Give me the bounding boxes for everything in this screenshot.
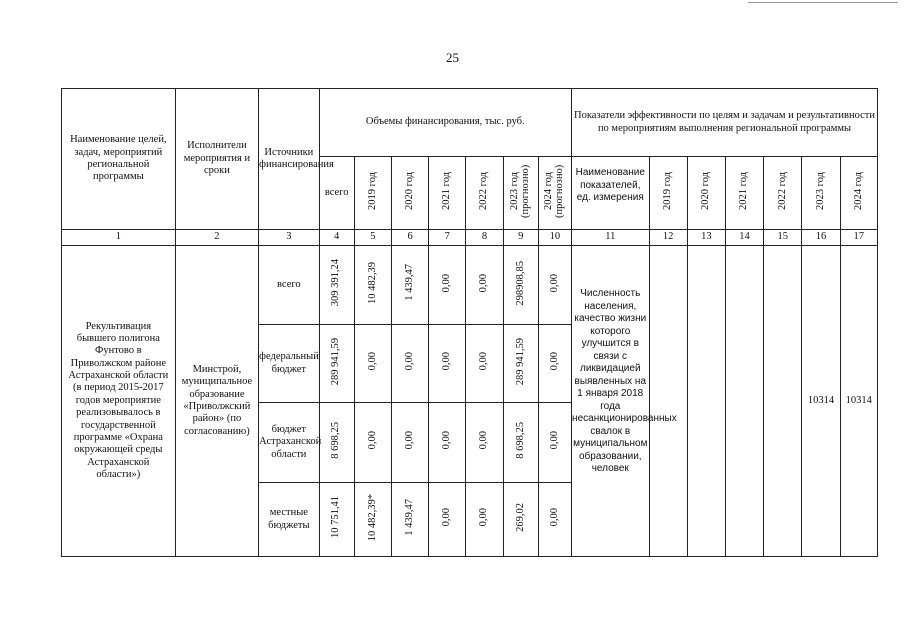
column-number: 5 [354, 230, 391, 246]
program-table [61, 88, 878, 557]
value-total: 289 941,59 [330, 337, 342, 385]
column-number: 13 [687, 230, 725, 246]
column-number: 17 [840, 230, 877, 246]
value-2019: 0,00 [366, 352, 378, 371]
header-2022: 2022 год [478, 171, 490, 210]
value-2020: 1 439,47 [403, 264, 415, 302]
source-cell: федеральный бюджет [259, 325, 319, 403]
value-total: 8 698,25 [330, 421, 342, 459]
column-number: 15 [764, 230, 802, 246]
value-2024: 0,00 [548, 352, 560, 371]
column-number: 12 [649, 230, 687, 246]
executor-cell: Минстрой, муниципальное образование «Приволжский район» (по согласованию) [175, 246, 259, 557]
column-number: 6 [391, 230, 428, 246]
source-cell: бюджет Астраханской области [259, 403, 319, 483]
header-row-1 [62, 89, 878, 157]
value-total: 309 391,24 [330, 259, 342, 307]
column-number: 14 [725, 230, 763, 246]
value-2024: 0,00 [548, 273, 560, 292]
value-2021: 0,00 [441, 273, 453, 292]
value-2024: 0,00 [548, 431, 560, 450]
header-goal: Наименование целей, задач, мероприятий региональной программы [62, 89, 176, 230]
value-2023: 269,02 [514, 502, 526, 532]
source-cell: всего [259, 246, 319, 325]
header-executors: Исполнители мероприятия и сроки [175, 89, 259, 230]
header-indicator-name: Наименование показателей, ед. измерения [572, 157, 649, 230]
indicator-2021-cell [725, 246, 763, 557]
page-number: 25 [446, 50, 459, 65]
column-number: 4 [319, 230, 354, 246]
column-numbers-row [62, 230, 878, 246]
header-total: всего [319, 157, 354, 230]
column-number: 1 [62, 230, 176, 246]
table-row [62, 246, 878, 325]
header-ind-2020: 2020 год [700, 171, 712, 210]
value-2020: 0,00 [403, 352, 415, 371]
header-finance-group: Объемы финансирования, тыс. руб. [319, 89, 572, 157]
goal-cell: Рекультивация бывшего полигона Фунтово в Приволжском районе Астраханской области (в период 2015-2017 годов мероприятие реализовывалось в государственной программе «Охрана окружающей среды Астраханской области») [62, 246, 176, 557]
value-2021: 0,00 [441, 508, 453, 527]
indicator-name-cell: Численность населения, качество жизни которого улучшится в связи с ликвидацией выявленных на 1 января 2018 года несанкционированных свалок в муниципальном образовании, человек [572, 246, 649, 557]
header-ind-2022: 2022 год [776, 171, 788, 210]
indicator-2024-cell: 10314 [840, 246, 877, 557]
column-number: 3 [259, 230, 319, 246]
indicator-2023-cell: 10314 [802, 246, 840, 557]
value-2022: 0,00 [478, 508, 490, 527]
value-2020: 0,00 [403, 431, 415, 450]
header-ind-2023: 2023 год [814, 171, 826, 210]
column-number: 16 [802, 230, 840, 246]
header-2024: 2024 год (прогнозно) [542, 164, 565, 218]
header-2019: 2019 год [366, 171, 378, 210]
header-sources: Источники финансирования [259, 89, 319, 230]
header-ind-2021: 2021 год [738, 171, 750, 210]
value-2023: 289 941,59 [514, 337, 526, 385]
column-number: 2 [175, 230, 259, 246]
value-2022: 0,00 [478, 352, 490, 371]
value-2023: 8 698,25 [514, 421, 526, 459]
source-cell: местные бюджеты [259, 483, 319, 557]
top-rule [748, 2, 898, 3]
value-2022: 0,00 [478, 431, 490, 450]
header-ind-2024: 2024 год [852, 171, 864, 210]
value-total: 10 751,41 [330, 496, 342, 539]
value-2024: 0,00 [548, 508, 560, 527]
indicator-2020-cell [687, 246, 725, 557]
value-2021: 0,00 [441, 352, 453, 371]
column-number: 9 [503, 230, 538, 246]
value-2019: 10 482,39* [366, 493, 378, 541]
header-2023: 2023 год (прогнозно) [508, 164, 531, 218]
value-2023: 298908,85 [514, 260, 526, 306]
value-2019: 10 482,39 [366, 261, 378, 304]
indicator-2019-cell [649, 246, 687, 557]
header-indicators-group: Показатели эффективности по целям и задачам и результативности по мероприятиям выполнения региональной программы [572, 89, 878, 157]
header-ind-2019: 2019 год [661, 171, 673, 210]
column-number: 7 [429, 230, 466, 246]
indicator-2022-cell [764, 246, 802, 557]
value-2021: 0,00 [441, 431, 453, 450]
header-2020: 2020 год [403, 171, 415, 210]
column-number: 8 [466, 230, 503, 246]
value-2019: 0,00 [366, 431, 378, 450]
header-2021: 2021 год [441, 171, 453, 210]
column-number: 10 [538, 230, 571, 246]
value-2020: 1 439,47 [403, 498, 415, 536]
value-2022: 0,00 [478, 273, 490, 292]
column-number: 11 [572, 230, 649, 246]
